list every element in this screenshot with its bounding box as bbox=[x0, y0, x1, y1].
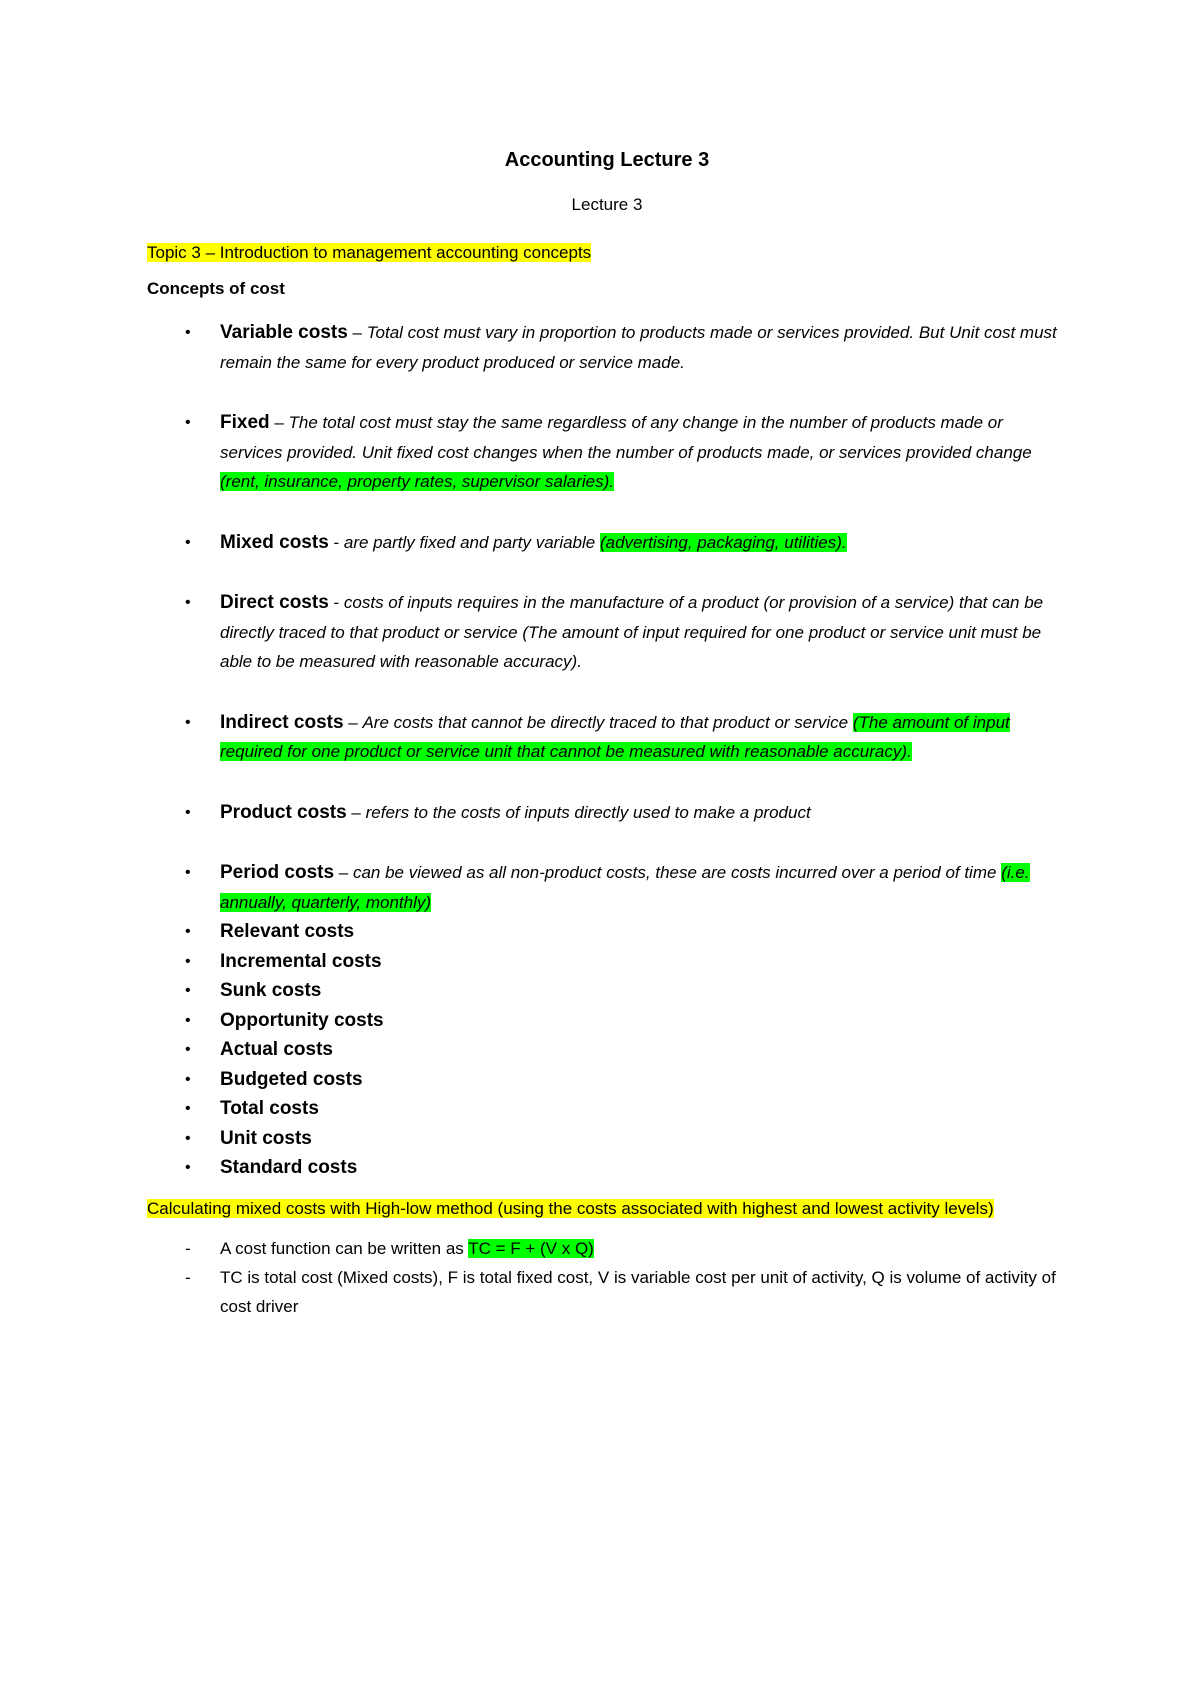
formula: TC = F + (V x Q) bbox=[468, 1238, 594, 1258]
highlighted-examples: (rent, insurance, property rates, supervisor salaries). bbox=[220, 472, 614, 491]
bullet-icon: • bbox=[185, 713, 191, 731]
highlighted-examples: (i.e. annually, quarterly, monthly) bbox=[220, 863, 1030, 912]
separator: – bbox=[343, 712, 363, 732]
bullet-icon: • bbox=[185, 952, 191, 970]
term: Relevant costs bbox=[220, 921, 355, 942]
term: Actual costs bbox=[220, 1039, 333, 1060]
term: Total costs bbox=[220, 1098, 319, 1119]
list-item bbox=[147, 976, 1067, 1006]
term: Incremental costs bbox=[220, 950, 382, 972]
list-item bbox=[147, 528, 1067, 558]
topic-heading bbox=[147, 238, 1067, 268]
formula-intro: A cost function can be written as bbox=[220, 1238, 469, 1258]
term: Mixed costs bbox=[220, 531, 329, 553]
list-item bbox=[147, 798, 1067, 828]
list-item bbox=[147, 1124, 1067, 1154]
concepts-heading: Concepts of cost bbox=[147, 279, 285, 298]
separator: – bbox=[269, 413, 289, 432]
bullet-icon: • bbox=[185, 923, 191, 940]
list-item bbox=[147, 1065, 1067, 1095]
list-item bbox=[147, 858, 1067, 917]
definition: are partly fixed and party variable bbox=[343, 532, 600, 552]
formula-explanation: TC is total cost (Mixed costs), F is total fixed cost, V is variable cost per unit of activity, Q is volume of activity of cost driver bbox=[220, 1267, 1056, 1316]
bullet-icon: • bbox=[185, 1070, 191, 1088]
term: Fixed bbox=[220, 412, 270, 433]
separator: - bbox=[328, 593, 344, 612]
bullet-icon: • bbox=[185, 803, 191, 821]
list-item bbox=[147, 1006, 1067, 1036]
formula-list bbox=[147, 1234, 1067, 1321]
highlighted-examples: (The amount of input required for one product or service unit that cannot be measured with reasonable accuracy). bbox=[220, 712, 1010, 761]
bullet-icon: • bbox=[185, 1159, 191, 1176]
definition: costs of inputs requires in the manufacture of a product (or provision of a service) that can be directly traced to that product or service (The amount of input required for one product or service unit must be able to be measured with reasonable accuracy). bbox=[220, 593, 1044, 671]
definition: Total cost must vary in proportion to products made or services provided. But Unit cost must remain the same for every product produced or service made. bbox=[220, 323, 1057, 372]
bullet-icon: • bbox=[185, 982, 191, 999]
document-subtitle: Lecture 3 bbox=[571, 195, 643, 214]
highlighted-examples: (advertising, packaging, utilities). bbox=[599, 532, 847, 552]
bullet-icon: • bbox=[185, 864, 191, 881]
separator: – bbox=[347, 323, 367, 342]
bullet-icon: • bbox=[185, 1011, 191, 1029]
bullet-icon: • bbox=[185, 594, 191, 611]
document-title: Accounting Lecture 3 bbox=[504, 149, 710, 171]
term: Variable costs bbox=[220, 322, 348, 343]
bullet-icon: • bbox=[185, 414, 191, 431]
list-item bbox=[147, 408, 1067, 497]
bullet-icon: • bbox=[185, 1041, 191, 1058]
term: Product costs bbox=[220, 801, 347, 823]
list-item bbox=[147, 588, 1067, 677]
cost-concepts-list bbox=[147, 318, 1067, 1183]
high-low-heading-text: Calculating mixed costs with High-low method (using the costs associated with highest and lowest activity levels) bbox=[147, 1198, 994, 1218]
term: Indirect costs bbox=[220, 711, 344, 733]
bullet-icon: • bbox=[185, 1129, 191, 1147]
term: Standard costs bbox=[220, 1157, 358, 1178]
list-item bbox=[147, 318, 1067, 377]
list-item bbox=[147, 917, 1067, 947]
definition: refers to the costs of inputs directly used to make a product bbox=[365, 802, 811, 822]
list-item bbox=[147, 1234, 1067, 1263]
bullet-icon: • bbox=[185, 324, 191, 341]
dash-icon: - bbox=[185, 1267, 191, 1287]
list-item bbox=[147, 1035, 1067, 1065]
document-body bbox=[147, 148, 1067, 1321]
separator: – bbox=[346, 802, 366, 822]
term: Unit costs bbox=[220, 1127, 312, 1149]
high-low-heading bbox=[147, 1193, 1067, 1224]
separator: - bbox=[328, 532, 344, 552]
bullet-icon: • bbox=[185, 1100, 191, 1117]
list-item bbox=[147, 1263, 1067, 1321]
term: Direct costs bbox=[220, 592, 329, 613]
bullet-icon: • bbox=[185, 533, 191, 551]
definition: can be viewed as all non-product costs, these are costs incurred over a period of time bbox=[352, 863, 1002, 882]
list-item bbox=[147, 708, 1067, 767]
dash-icon: - bbox=[185, 1238, 191, 1258]
term: Period costs bbox=[220, 862, 335, 883]
list-item bbox=[147, 947, 1067, 977]
term: Budgeted costs bbox=[220, 1068, 363, 1090]
separator: – bbox=[334, 863, 353, 882]
definition: The total cost must stay the same regardless of any change in the number of products made or services provided. Unit fixed cost changes when the number of products made, or services provided change bbox=[220, 413, 1032, 462]
topic-heading-text: Topic 3 – Introduction to management accounting concepts bbox=[147, 243, 592, 262]
definition: Are costs that cannot be directly traced to that product or service bbox=[362, 712, 853, 732]
list-item bbox=[147, 1094, 1067, 1124]
term: Sunk costs bbox=[220, 980, 322, 1001]
list-item bbox=[147, 1153, 1067, 1183]
term: Opportunity costs bbox=[220, 1009, 384, 1031]
